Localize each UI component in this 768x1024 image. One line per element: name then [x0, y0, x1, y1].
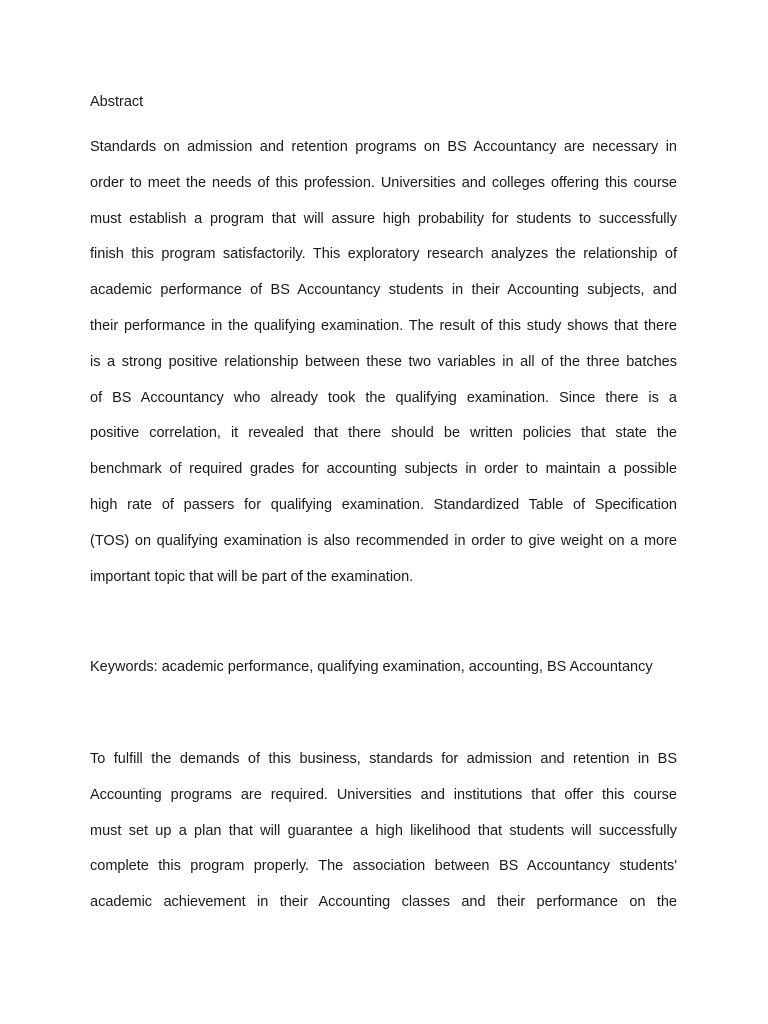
abstract-line: (TOS) on qualifying examination is also recommended in order to give weight on a more [90, 532, 677, 549]
abstract-line: must establish a program that will assure high probability for students to successfully [90, 210, 677, 227]
abstract-paragraph [90, 130, 677, 595]
keywords-text: Keywords: academic performance, qualifying examination, accounting, BS Accountancy [90, 659, 653, 675]
abstract-line: of BS Accountancy who already took the qualifying examination. Since there is a [90, 389, 677, 406]
intro-line: academic achievement in their Accounting classes and their performance on the [90, 894, 677, 911]
keywords-paragraph [90, 650, 677, 686]
abstract-line: finish this program satisfactorily. This exploratory research analyzes the relationship of [90, 246, 677, 263]
abstract-line: order to meet the needs of this profession. Universities and colleges offering this course [90, 174, 677, 191]
abstract-line: academic performance of BS Accountancy students in their Accounting subjects, and [90, 282, 677, 299]
abstract-line: their performance in the qualifying examination. The result of this study shows that there [90, 317, 677, 334]
abstract-line: important topic that will be part of the examination. [90, 568, 414, 585]
intro-line: Accounting programs are required. Universities and institutions that offer this course [90, 786, 677, 803]
abstract-heading: Abstract [90, 94, 144, 110]
intro-line: To fulfill the demands of this business, standards for admission and retention in BS [90, 751, 677, 767]
intro-paragraph [90, 742, 677, 921]
abstract-line: Standards on admission and retention programs on BS Accountancy are necessary in [90, 139, 677, 155]
abstract-line: is a strong positive relationship between these two variables in all of the three batches [90, 353, 677, 370]
abstract-line: positive correlation, it revealed that there should be written policies that state the [90, 425, 677, 442]
abstract-line: high rate of passers for qualifying examination. Standardized Table of Specification [90, 496, 677, 513]
abstract-line: benchmark of required grades for accounting subjects in order to maintain a possible [90, 461, 677, 478]
intro-line: complete this program properly. The association between BS Accountancy students' [90, 858, 677, 875]
intro-line: must set up a plan that will guarantee a high likelihood that students will successfully [90, 822, 677, 839]
